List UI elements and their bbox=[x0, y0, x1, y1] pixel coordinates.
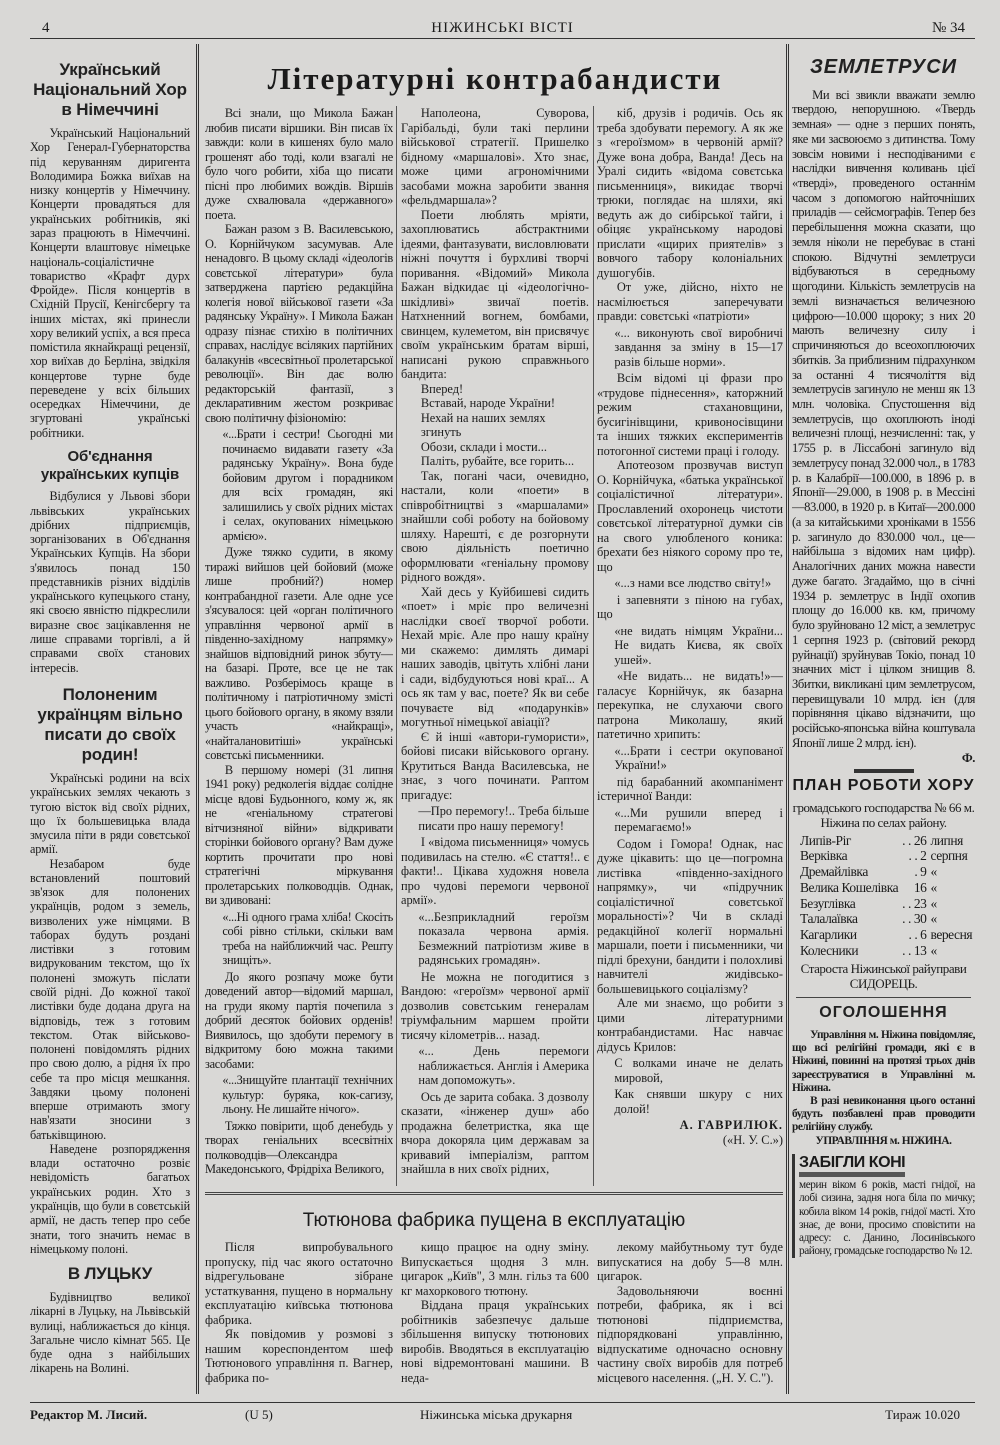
merchants-headline: Об'єднання українських купців bbox=[40, 447, 180, 483]
newspaper-title: НІЖИНСЬКІ ВІСТІ bbox=[431, 20, 574, 36]
month: « bbox=[930, 864, 937, 880]
paragraph: Всі знали, що Микола Бажан любив писати віршики. Він писав їх завжди: коли в кишенях було мало грошенят або тоді, коли взагалі не було чого робити, хіба що писати пісні про любимих вождів. Віршів дуже схвалювала «державного» поета. bbox=[205, 106, 393, 222]
plan-row bbox=[798, 833, 974, 849]
village: Безуглівка bbox=[800, 895, 856, 911]
main-article-col-1 bbox=[205, 106, 393, 1186]
paragraph: Поети люблять мріяти, захоплюватись абстрактними ідеями, фантазувати, висловлювати ніжні почуття і бурхливі творчі поривання. «Відомий» Микола Бажан відкидає ці «ідеологічно-шкідливі» звичаї поетів. Натхненний вогнем, бомбами, свинцем, кулеметом, він присвячує своїм українським братам вірші, написані рукою справжнього бандита: bbox=[401, 207, 589, 381]
poem-line: Нехай на наших землях згинуть bbox=[420, 410, 546, 439]
tobacco-col-3 bbox=[597, 1240, 783, 1398]
paragraph: Тяжко повірити, щоб денебудь у творах геніальних всесвітніх полководців—Олександра Македонського, Фрідріха Великого, bbox=[205, 1118, 393, 1176]
plan-row bbox=[798, 896, 974, 912]
left-column bbox=[30, 56, 190, 1396]
quotation: «не видать німцям України... Не видать Києва, як своїх ушей». bbox=[614, 623, 783, 667]
village: Дремайлівка bbox=[800, 864, 868, 880]
plan-row bbox=[798, 911, 974, 927]
village: Велика Кошелівка bbox=[800, 879, 899, 895]
paragraph: лекому майбутньому тут буде випускатися на добу 5—8 млн. цигарок. bbox=[597, 1240, 783, 1283]
quotation: «...Брати і сестри окупованої України!» bbox=[614, 743, 783, 772]
paragraph: Хай десь у Куйбишеві сидить «поет» і мріє про величезні наслідки своєї творчої роботи. Нехай мріє. Але про нашу країну ми скажемо: димлять димарі наших заводів, цвітуть хлібні лани і сади, відбудуються нові краї... А ось як там у вас, поете? Як ви себе почуваєте від «подарунків» могутньої німецької авіації? bbox=[401, 584, 589, 729]
issue-number: № 34 bbox=[931, 20, 965, 36]
paragraph: Після випробувального пропуску, під час якого остаточно відрегульоване зібране устаткування, пущено в нормальну експлуатацію київська тютюнова фабрика. bbox=[205, 1240, 393, 1327]
paragraph: Український Національний Хор Генерал-Губернаторства під керуванням диригента Володимира Божка виїхав на низку концертів у Німеччину. Концерти провадяться для українських робітників, які зараз працюють в Німеччині. Концерти влаштовує німецьке національ-соціалістичне товариство «Крафт дурх Фройде». Після концертів в Східній Прусії, Кенігсбергу та інших містах, які принесли хору великий успіх, а вся преса помістила якнайкращі рецензії, хор виїхав до Берліна, звідкіля концертове турне буде переведене у всіх більших осередках Німеччини, де згуртовані українські робітники. bbox=[30, 126, 190, 440]
horses-ad-title: ЗАБІГЛИ КОНІ bbox=[799, 1154, 905, 1177]
paragraph: Апотеозом прозвучав виступ О. Корнійчука, «батька української соціалістичної літератури». Прославлений охоронець чистоти совєтської літературної думки сів на свого улюбленого коника: брехати без ніякого сорому про те, що bbox=[597, 458, 783, 574]
month: « bbox=[930, 879, 937, 895]
plan-table bbox=[798, 833, 974, 959]
choir-headline: Український Національний Хор в Німеччині bbox=[33, 60, 187, 120]
poem-line: Обози, склади і мости... bbox=[420, 439, 547, 454]
plan-title: ПЛАН РОБОТИ ХОРУ bbox=[792, 777, 975, 795]
day: . . 6 bbox=[908, 927, 927, 943]
main-headline: Літературні контрабандисти bbox=[267, 61, 723, 96]
column-divider bbox=[786, 44, 789, 1394]
month: липня bbox=[930, 832, 963, 848]
paragraph: кіб, друзів і родичів. Ось як треба здобувати перемогу. А як же з «героїзмом» в червоній армії? Дуже вона добра, Ванда! Десь на Уралі сидить «відома совєтська письменниця», викидає творчі трюки, поглядає на шляхи, які ведуть аж до сибірської тайги, і обіцяє українському народові прислати «щирих приятелів» з вовчого табору колоніальних душогубів. bbox=[597, 106, 783, 280]
paragraph: В разі невиконання цього останні будуть позбавлені прав проводити релігійну службу. bbox=[792, 1095, 975, 1134]
paragraph: Ми всі звикли вважати землю твердою, непорушною. «Твердь земная» — одне з перших понять, яке ми засвоюємо з дитинства. Тому зовсім новими і несподіваними є наслідки вивчення коливань цієї «тверді», проведеного останнім часом з допомогою найточніших приладів — сейсмографів. Тепер без перебільшення можна сказати, що земля ніколи не перебуває в стані спокою. Відчутні землетруси відбуваються в середньому щогодини. Кількість землетрусів на землі визначається величезною цифрою—10.000 щороку; з них 20 мають величезну силу і спричиняються до всеохоплюючих збитків. За приблизним підрахунком за останні 4 тисячоліття від землетрусів загинуло не менш як 13 млн. чоловіка. Спустошення від землетрусів, що охоплюють іноді величезні площі, незчисленні: так, у 1755 р. в Ліссабоні загинуло від землетрусу понад 32.000 чол., в 1783 р. в Калабрії—100.000, в 1896 р. в Японії—29.000, в 1908 р. в Мессіні—83.000, в 1920 р. в Китаї—200.000 (а за китайськими хроніками в 1556 р. загинуло до 830.000 чол., це—найбільша з відомих нам цифр). Аналогічних даних можна навести дуже багато. Згадаймо, що в січні 1934 р. землетрус в Індії охопив площу до 16.000 кв. км, причому було зруйновано 12 міст, а землетрус 1 серпня 1923 р. (світовий рекорд руйнації) зруйнував Токіо, понад 10 значних міст і цілком знищив 8. Збитки, викликані цим землетрусом, перевищували 10 млрд. ієн (для порівняння цікаво відзначити, що російсько-японська війна коштувала Японії лише 2 млрд. ієн). bbox=[792, 87, 975, 750]
paragraph: Управління м. Ніжина повідомляє, що всі релігійні громади, які є в Ніжині, повинні на протязі трьох днів зареєструватися в Управлінні м. Ніжина. bbox=[792, 1029, 975, 1094]
paragraph: Є й інші «автори-гумористи», бойові писаки військового органу. Крутиться Ванда Василевська, не знає, з чого починати. Раптом пригадує: bbox=[401, 729, 589, 802]
quakes-article bbox=[792, 56, 975, 765]
paragraph: От уже, дійсно, ніхто не насмілюється заперечувати правди: совєтські «патріоти» bbox=[597, 280, 783, 323]
quotation: Как снявши шкуру с них долой! bbox=[614, 1087, 783, 1116]
poem-line: Вперед! bbox=[420, 381, 464, 396]
column-divider bbox=[396, 106, 397, 1186]
quotation: «...з нами все людство світу!» bbox=[614, 576, 772, 590]
paragraph: кищо працює на одну зміну. Випускається щодня 3 млн. цигарок „Київ", 3 млн. гільз та 600 кг махоркового тютюну. bbox=[401, 1240, 589, 1298]
lutsk-headline: В ЛУЦЬКУ bbox=[67, 1264, 153, 1284]
paragraph: Віддана праця українських робітників забезпечує дальше збільшення випуску тютюнових виробів. Вводяться в експлуатацію нові відремонтовані машини. В неда- bbox=[401, 1298, 589, 1385]
quotation: «...Безприкладний героїзм показала червона армія. Безмежний патріотизм живе в радянських громадян». bbox=[418, 909, 589, 967]
circulation: Тираж 10.020 bbox=[885, 1407, 960, 1422]
day: 16 bbox=[913, 879, 927, 895]
horses-ad bbox=[792, 1154, 975, 1259]
quotation: —Про перемогу!.. Треба більше писати про нашу перемогу! bbox=[418, 804, 589, 833]
paragraph: Українські родини на всіх українських землях чекають з тугою вісток від своїх рідних, що їх большевицька влада змусила піти в ряди совєтської армії. bbox=[30, 771, 190, 857]
poem-line: Паліть, рубайте, все горить... bbox=[420, 454, 575, 468]
village: Колесники bbox=[800, 942, 859, 958]
source-note: («Н. У. С.») bbox=[722, 1132, 783, 1147]
prisoners-headline: Полоненим українцям вільно писати до своїх родин! bbox=[37, 684, 183, 764]
notice-body bbox=[792, 1029, 975, 1135]
paragraph: і запевняти з піною на губах, що bbox=[597, 592, 783, 621]
day: . . 23 bbox=[902, 895, 927, 911]
paragraph: «Не видать... не видать!»—галасує Корнійчук, як базарна перекупка, не слухаючи свого патрона Миколашу, який патетично хрипить: bbox=[597, 669, 783, 741]
quotation: «...Знищуйте плантації технічних культур: буряка, кок-сагизу, льону. Не лишайте нічого». bbox=[222, 1073, 393, 1116]
day: . . 2 bbox=[908, 848, 927, 864]
printer: Ніжинська міська друкарня bbox=[420, 1407, 573, 1422]
plan-signed: Староста Ніжинської райуправи СИДОРЕЦЬ. bbox=[800, 960, 967, 991]
merchants-body bbox=[30, 489, 190, 674]
choir-plan bbox=[792, 777, 975, 991]
column-divider bbox=[593, 106, 594, 1186]
quotation: «...Ми рушили вперед і перемагаємо!» bbox=[614, 805, 783, 834]
paragraph: І «відома письменниця» чомусь подивилась на стелю. «Є стаття!.. є факти!.. Цікава художня новела про чудові перемоги червоної армії». bbox=[401, 835, 589, 907]
plan-subtitle: громадського господарства № 66 м. Ніжина по селах району. bbox=[792, 800, 975, 831]
paragraph: Незабаром буде встановлений поштовий зв'язок для полонених українців, родом з земель, визволених уже німцями. В таборах будуть роздані листівки з готовим видрукованим текстом, що їх полонені зможуть післати своїй рідні. До кожної такої листівки буде додана друга на відповідь, теж з готовим текстом. Отак військово-полонені повідомлять рідних про свою долю, а рідня їх про себе та про місця мешкання. Завдяки цьому полонені вперше отримають змогу нав'язати зносини з батьківщиною. bbox=[30, 856, 190, 1142]
paragraph: Так, погані часи, очевидно, настали, коли «поети» в співробітництві з «маршалами» знайшли собі роботу на бойовому шляху. Нарешті, є де розгорнути свою діяльність поетично оформлювати «геніальну промову рідного вождя». bbox=[401, 468, 589, 584]
day: . 9 bbox=[914, 864, 927, 880]
notice bbox=[792, 1004, 975, 1148]
notice-signed: УПРАВЛІННЯ м. НІЖИНА. bbox=[815, 1134, 952, 1147]
paragraph: Як повідомив у розмові з нашим кореспондентом шеф Тютюнового управління п. Вагнер, фабрика по- bbox=[205, 1327, 393, 1385]
day: . . 13 bbox=[902, 942, 927, 958]
plan-row bbox=[798, 848, 974, 864]
plan-row bbox=[798, 943, 974, 959]
paragraph: Дуже тяжко судити, в якому тиражі вийшов цей бойовий (може лише пробний?) номер контрабандної газети. Але одне усе з'ясувалося: цей «орган політичного управління червоної армії в південно-західному напрямку» знайшов відповідний ринок збуту—на базарі. Проте, все це не так важливо. Розберімось краще в політичному і патріотичному змісті цього бойового органу, в якому взяли участь «найкращі», «найталановитіші» українські совєтські письменники. bbox=[205, 545, 393, 762]
horses-ad-text: мерин віком 6 років, масті гнідої, на лобі сизина, задня нога біла по мичку; кобила віком 14 років, гнідої масті. Хто знає, де вони, просимо сповістити на адресу: с. Данино, Лосинівського району, громадське господарство № 12. bbox=[799, 1179, 975, 1258]
paragraph: Але ми знаємо, що робити з цими літературними контрабандистами. Нас навчає дідусь Крилов: bbox=[597, 996, 783, 1054]
quakes-signature: Ф. bbox=[961, 750, 975, 765]
footer bbox=[30, 1402, 975, 1423]
day: . . 26 bbox=[902, 832, 927, 848]
paragraph: Всім відомі ці фрази про «трудове піднесення», каторжний режим стахановщини, бусигінівщини, кривоносівщини та інших тяжких експериментів потогонної системи праці і голоду. bbox=[597, 371, 783, 458]
paragraph: Не можна не погодитися з Вандою: «героїзм» червоної армії дозволив совєтським генералам тріумфальним маршем пройти тисячу кілометрів... назад. bbox=[401, 969, 589, 1042]
masthead bbox=[30, 18, 975, 39]
main-article-col-2 bbox=[401, 106, 589, 1186]
print-code: (U 5) bbox=[245, 1407, 273, 1422]
paragraph: До якого розпачу може бути доведений автор—відомий маршал, на груди якому партія почепила з добрий десяток бойових орденів! Виявилось, що здобути перемогу в відкритому бою можна такими засобами: bbox=[205, 969, 393, 1071]
section-divider bbox=[854, 769, 914, 773]
quotation: «... виконують свої виробничі завдання за зміну в 15—17 разів більше норми». bbox=[614, 325, 783, 369]
plan-row bbox=[798, 880, 974, 896]
notice-headline: ОГОЛОШЕННЯ bbox=[819, 1004, 948, 1022]
paragraph: Задовольняючи воєнні потреби, фабрика, як і всі тютюнові підприємства, підпорядковані управлінню, відпускатиме одночасно основну частину своїх виробів для потреб місцевого населення. („Н. У. С."). bbox=[597, 1283, 783, 1385]
quotation: «...Ні одного грама хліба! Скосіть собі рівно стільки, скільки вам треба на найближчий час. Решту знищіть». bbox=[222, 909, 393, 967]
right-column bbox=[792, 54, 975, 1398]
month: серпня bbox=[930, 848, 968, 864]
quotation: С волками иначе не делать мировой, bbox=[614, 1056, 783, 1085]
paragraph: Будівництво великої лікарні в Луцьку, на Львівській вулиці, наближається до кінця. Загальне число кімнат 565. Це буде одна з найбільших лікарень на Волині. bbox=[30, 1290, 190, 1376]
paragraph: Бажан разом з В. Василевською, О. Корнійчуком засумував. Але ненадовго. В цьому складі «ідеологів совєтської літератури» була затверджена партією редакційна колегія нової військової газети «За радянську Україну». І Микола Бажан одразу пізнає стихію в політичних справах, наслідує всіляких партійних балакунів «всесвітньої пролетарської революції». Він дає волю редакторській фантазії, з декларативним жестом розкриває свою політичну фізіономію: bbox=[205, 222, 393, 425]
month: вересня bbox=[930, 927, 973, 943]
paragraph: Наполеона, Суворова, Гарібальді, були такі перлини військової стратегії. Пришелко бідному «маршалові». Хто знає, може цими агрономічними засобами можна заробити звання «фельдмаршала»? bbox=[401, 106, 589, 207]
section-divider bbox=[205, 1192, 783, 1195]
paragraph: під барабанний акомпанімент істеричної Ванди: bbox=[597, 774, 783, 803]
main-article-col-3-text bbox=[597, 106, 783, 1116]
paragraph: Содом і Гомора! Однак, нас дуже цікавить: що це—погромна листівка «південно-західного напрямку», чи «підручник соціалістичної совєтської моральності»? Чи в складі редакційної колегії нормальні маршали, поети і письменники, чи підлі брехуни, бандити і полохливі навчителі жидівсько-большевицького соціалізму? bbox=[597, 836, 783, 996]
paragraph: Відбулися у Львові збори львівських українських дрібних підприємців, зорганізованих в Об'єднання Українських Купців. На збори з'явилось понад 150 представників різних відділів українського купецького стану, які своєю явністю підкреслили виразне своє зацікавлення не лише справами торгівлі, а й справами своїх станових інтересів. bbox=[30, 489, 190, 675]
village: Талалаївка bbox=[800, 911, 858, 927]
quakes-body bbox=[792, 88, 975, 751]
quotation: «... День перемоги наближається. Англія і Америка нам допоможуть». bbox=[418, 1044, 589, 1087]
page-number: 4 bbox=[42, 20, 50, 36]
section-divider bbox=[796, 997, 971, 998]
paragraph: В першому номері (31 липня 1941 року) редколегія віддає солідне місце вдові Будьонного, кому ж, як не «геніальному стратегові вітчизняної війни» відкривати сторінки бойового органу? Вам дуже кортить прочитати про нові стратегічні міркування пролетарських полководців. Однак, ви здивовані: bbox=[205, 762, 393, 907]
main-article-col-3 bbox=[597, 106, 783, 1186]
paragraph: Наведене розпорядження влади остаточно розвіє невідомість багатьох українських родин. Хто з українців, що були в совєтській армії, не дасть тепер про себе знати, того значить немає в німецькому полоні. bbox=[30, 1141, 190, 1256]
month: « bbox=[930, 895, 937, 911]
prisoners-body bbox=[30, 771, 190, 1256]
poem-line: Вставай, народе України! bbox=[420, 396, 555, 410]
tobacco-headline: Тютюнова фабрика пущена в експлуатацію bbox=[302, 1210, 686, 1231]
column-divider bbox=[196, 44, 199, 1394]
month: « bbox=[930, 911, 937, 927]
quakes-headline: ЗЕМЛЕТРУСИ bbox=[809, 56, 958, 78]
tobacco-col-2 bbox=[401, 1240, 589, 1398]
plan-row bbox=[798, 864, 974, 880]
plan-row bbox=[798, 927, 974, 943]
village: Верківка bbox=[800, 848, 848, 864]
choir-body bbox=[30, 126, 190, 440]
paragraph: Ось де зарита собака. З дозволу сказати, «інженер душ» або продажна белетристка, яка ще вчора докоряла цим державам за кривавий імперіалізм, раптом знайшла в них своїх рідних, bbox=[401, 1089, 589, 1176]
author-signature: А. ГАВРИЛЮК. bbox=[679, 1118, 783, 1132]
lutsk-body bbox=[30, 1290, 190, 1376]
village: Кагарлики bbox=[800, 927, 857, 943]
quotation: «...Брати і сестри! Сьогодні ми починаємо видавати газету «За радянську Україну». Вона буде бойовим другом і порадником для всіх громадян, які залишились у своїх рідних містах і селах, окупованих німецькою армією». bbox=[222, 427, 393, 543]
day: . . 30 bbox=[902, 911, 927, 927]
village: Липів-Ріг bbox=[800, 832, 851, 848]
editor: Редактор М. Лисий. bbox=[30, 1407, 148, 1422]
tobacco-col-1 bbox=[205, 1240, 393, 1398]
month: « bbox=[930, 942, 937, 958]
